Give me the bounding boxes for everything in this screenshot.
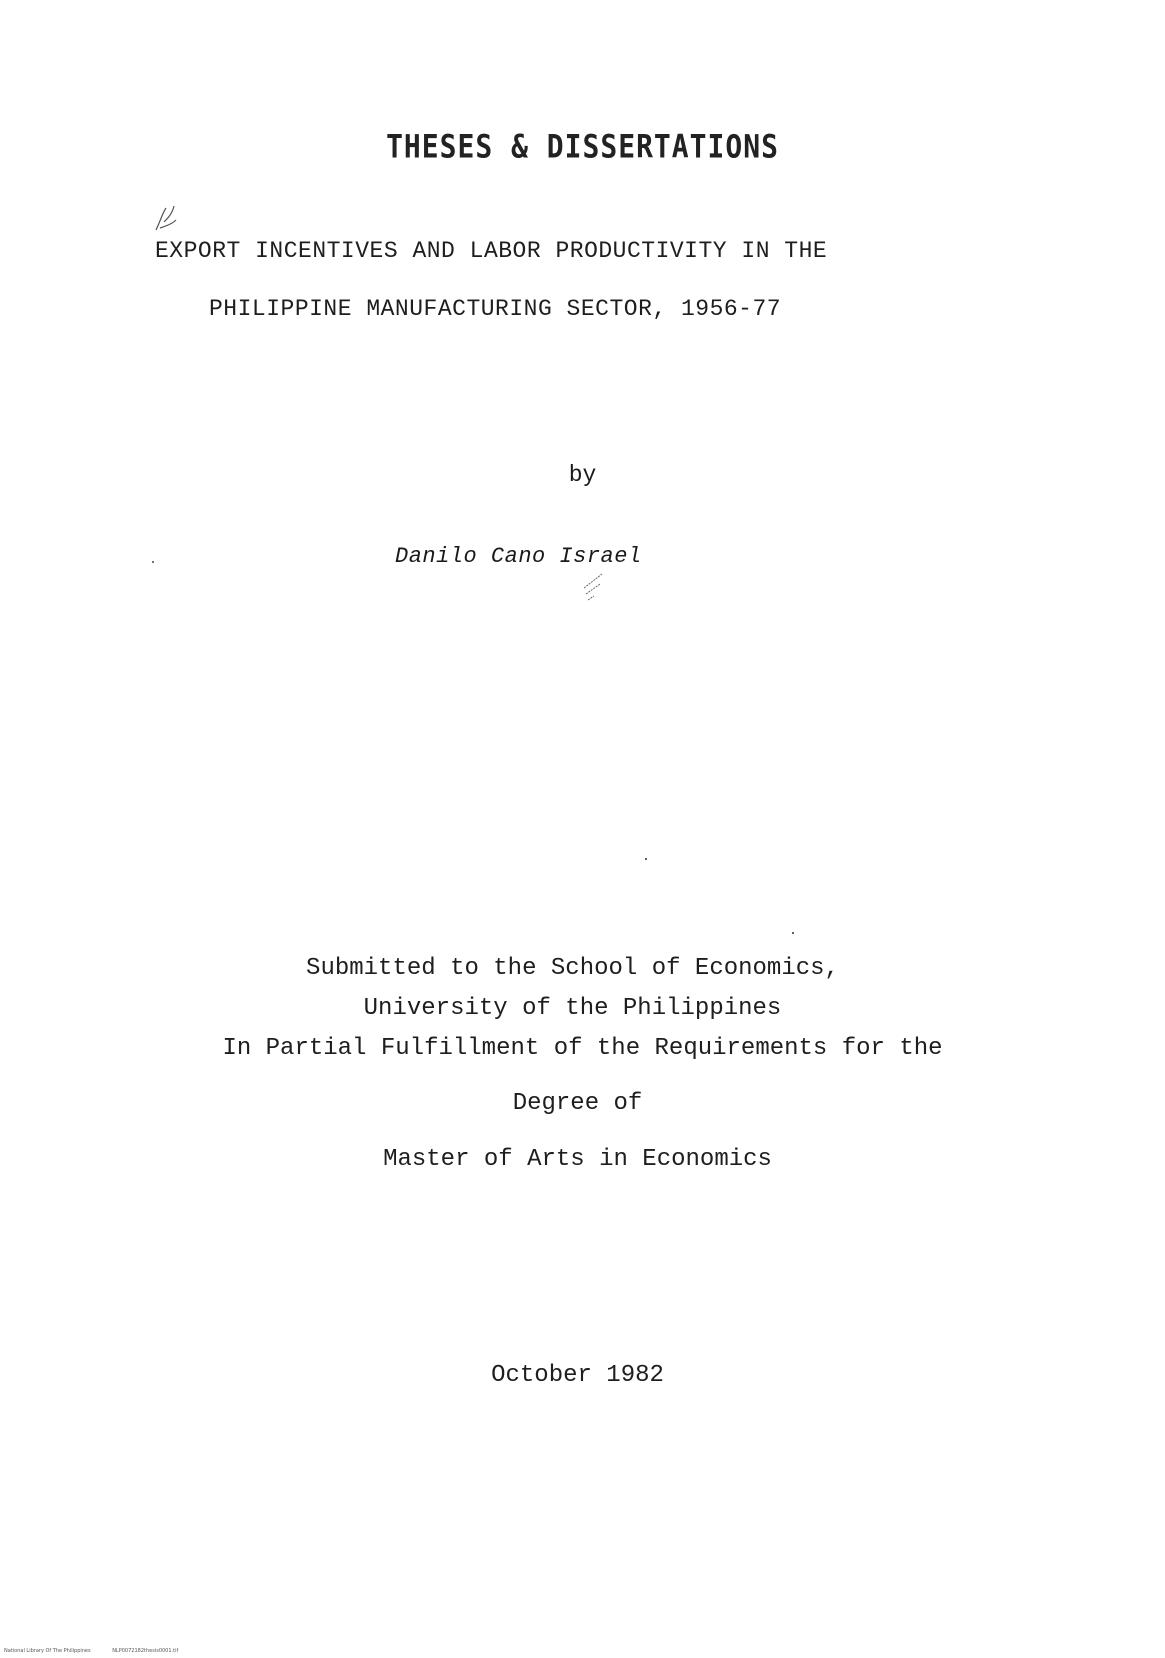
submission-line-4: Degree of	[512, 1090, 643, 1117]
pencil-tick-mark	[580, 568, 610, 604]
footer-code: NLP0072182thesis0001.tif	[112, 1648, 179, 1654]
footer-library: National Library Of The Philippines	[4, 1648, 91, 1654]
speck-dot	[152, 561, 154, 563]
submission-line-3: In Partial Fulfillment of the Requirements for the	[222, 1035, 943, 1062]
speck-dot	[792, 932, 794, 934]
submission-line-5: Master of Arts in Economics	[383, 1146, 772, 1173]
submission-date: October 1982	[491, 1362, 664, 1389]
thesis-title-line-1: EXPORT INCENTIVES AND LABOR PRODUCTIVITY IN THE	[155, 238, 828, 264]
by-label: by	[568, 462, 597, 488]
submission-line-1: Submitted to the School of Economics,	[306, 955, 839, 982]
thesis-title-line-2: PHILIPPINE MANUFACTURING SECTOR, 1956-77	[209, 296, 782, 322]
library-stamp: THESES & DISSERTATIONS	[386, 127, 779, 166]
handwritten-mark	[150, 200, 190, 240]
speck-dot	[645, 858, 647, 860]
author-name: Danilo Cano Israel	[395, 544, 642, 569]
scan-footer	[4, 1648, 178, 1654]
submission-line-2: University of the Philippines	[363, 995, 782, 1022]
